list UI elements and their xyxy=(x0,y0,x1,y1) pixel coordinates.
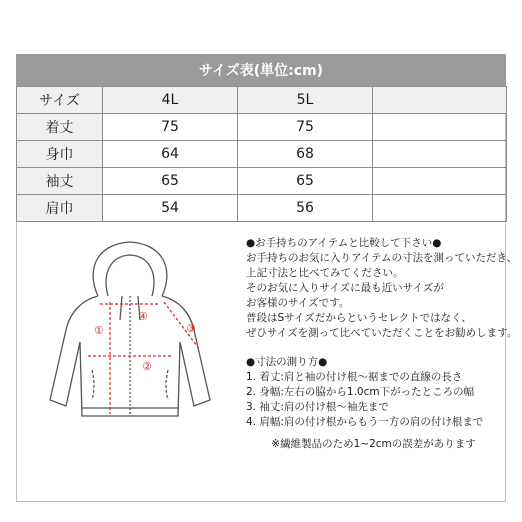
compare-line: お手持ちのお気に入りアイテムの寸法を測っていただき、 xyxy=(246,252,518,264)
marker-2-label: ② xyxy=(142,360,152,373)
measurement-section xyxy=(16,216,518,502)
table-row xyxy=(17,114,507,141)
method-heading: ●寸法の測り方● xyxy=(246,356,328,368)
table-header-cell xyxy=(373,87,507,114)
marker-4-label: ④ xyxy=(138,310,148,323)
table-header-cell: 4L xyxy=(103,87,238,114)
marker-1-label: ① xyxy=(94,324,104,337)
compare-line: 普段はSサイズだからというセレクトではなく、 xyxy=(246,312,472,324)
method-line: 3. 袖丈:肩の付け根〜袖先まで xyxy=(246,401,389,413)
row-label: 身巾 xyxy=(17,141,103,168)
method-line: 4. 肩幅:肩の付け根からもう一方の肩の付け根まで xyxy=(246,416,484,428)
compare-line: 上記寸法と比べてみてください。 xyxy=(246,267,404,279)
table-row xyxy=(17,141,507,168)
compare-line: そのお気に入りサイズに最も近いサイズが xyxy=(246,282,444,294)
row-label: 着丈 xyxy=(17,114,103,141)
table-row xyxy=(17,168,507,195)
table-cell xyxy=(373,168,507,195)
hoodie-measurement-diagram-icon xyxy=(30,230,240,440)
table-cell: 56 xyxy=(238,195,373,222)
table-cell: 65 xyxy=(238,168,373,195)
table-cell: 68 xyxy=(238,141,373,168)
table-cell xyxy=(373,114,507,141)
table-header-row xyxy=(17,87,507,114)
compare-heading: ●お手持ちのアイテムと比較して下さい● xyxy=(246,237,442,249)
size-chart-title: サイズ表(単位:cm) xyxy=(16,54,506,86)
table-cell xyxy=(373,141,507,168)
size-table xyxy=(16,86,507,222)
compare-line: ぜひサイズを測って比べていただくことをお勧めします。 xyxy=(246,327,518,339)
table-cell: 64 xyxy=(103,141,238,168)
measurement-notes xyxy=(246,236,518,430)
table-cell: 75 xyxy=(238,114,373,141)
table-header-cell: 5L xyxy=(238,87,373,114)
table-cell: 54 xyxy=(103,195,238,222)
table-header-cell: サイズ xyxy=(17,87,103,114)
method-line: 2. 身幅:左右の脇から1.0cm下がったところの幅 xyxy=(246,386,475,398)
table-cell: 65 xyxy=(103,168,238,195)
table-cell: 75 xyxy=(103,114,238,141)
marker-3-label: ③ xyxy=(186,322,196,335)
tolerance-footnote: ※繊維製品のため1~2cmの誤差があります xyxy=(271,438,476,450)
method-line: 1. 着丈:肩と袖の付け根〜裾までの直線の長さ xyxy=(246,371,463,383)
row-label: 肩巾 xyxy=(17,195,103,222)
compare-line: お客様のサイズです。 xyxy=(246,297,350,309)
row-label: 袖丈 xyxy=(17,168,103,195)
